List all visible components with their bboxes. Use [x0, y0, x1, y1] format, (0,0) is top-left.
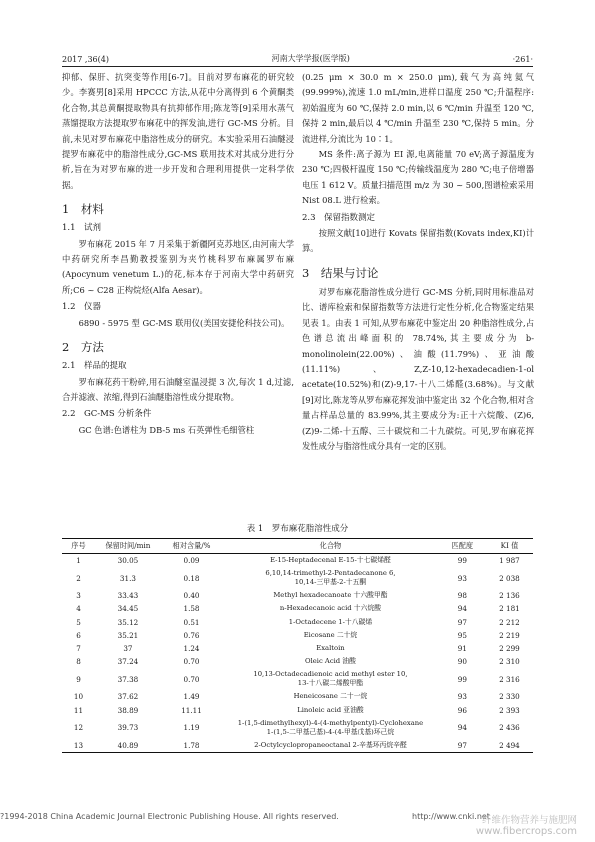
compound-name-line: n-Hexadecanoic acid 十六烷酸 [279, 604, 381, 613]
section-1-1-text: 罗布麻花 2015 年 7 月采集于新疆阿克苏地区,由河南大学中药研究所李昌勤教授鉴别为夹竹桃科罗布麻属罗布麻(Apocynum venetum L.)的花,标本存于河南大学中药研究所;C6 ~ C28 正构烷烃(Alfa Aesar)。 [62, 238, 294, 295]
section-1-heading: 1 材料 [62, 202, 104, 217]
col-header-compound: 化合物 [222, 539, 439, 554]
cell-relative-content: 0.18 [183, 573, 200, 583]
compound-name-line: 1-(1,5-二甲基己基)-4-(4-甲基戊基)环己烷 [266, 727, 395, 736]
cell-compound [222, 668, 439, 690]
section-2-1-text: 罗布麻花药干粉碎,用石油醚室温浸提 3 次,每次 1 d,过滤,合并滤液、浓缩,得到石油醚脂溶性成分提取物。 [62, 376, 294, 402]
section-2-2-heading: 2.2 GC-MS 分析条件 [62, 409, 152, 420]
table-body [62, 554, 533, 753]
table-row [62, 690, 533, 703]
cell-relative-content: 1.19 [183, 723, 200, 733]
cell-relative-content: 0.76 [183, 630, 200, 640]
cell-no: 11 [73, 705, 84, 715]
cell-no: 3 [76, 591, 81, 601]
compound-name-line: 6,10,14-trimethyl-2-Pentadecanone 6, [265, 569, 396, 578]
table-row [62, 717, 533, 739]
cell-retention-time: 35.12 [117, 617, 139, 627]
ms-conditions-text: MS 条件:离子源为 EI 源,电离能量 70 eV;离子源温度为 230 ℃;四极杆温度 150 ℃;传输线温度为 280 ℃;电子倍增器电压 1 612 V。质量扫描范围 m/z 为 30 ~ 500,图谱检索采用 Nist 08.L 进行检索。 [302, 149, 534, 206]
compound-name-line: 1-(1,5-dimethylhexyl)-4-(4-methylpentyl)-Cyclohexane [237, 718, 424, 727]
table-caption: 表 1 罗布麻花脂溶性成分 [246, 524, 349, 534]
cell-ki: 2 181 [499, 604, 520, 614]
left-column [62, 70, 294, 438]
cell-no: 1 [76, 556, 81, 566]
col-header-ki: KI 值 [486, 539, 533, 554]
cell-relative-content: 0.70 [183, 674, 200, 684]
cell-relative-content: 0.51 [183, 617, 200, 627]
table-row [62, 668, 533, 690]
cell-match: 98 [457, 591, 467, 601]
cell-retention-time: 37 [123, 644, 133, 654]
cell-compound [222, 690, 439, 703]
cell-retention-time: 37.62 [117, 692, 139, 702]
cell-retention-time: 38.89 [117, 705, 139, 715]
header-page-number: ·261· [512, 55, 533, 64]
cell-retention-time: 33.43 [117, 591, 139, 601]
compound-name-line: Methyl hexadecanoate 十六酸甲酯 [273, 591, 388, 600]
table-row [62, 704, 533, 717]
cell-compound [222, 602, 439, 615]
compounds-table [62, 538, 533, 753]
cell-no: 12 [73, 723, 84, 733]
gc-conditions-text: (0.25 μm × 30.0 m × 250.0 μm),载气为高纯氦气(99.999%),流速 1.0 mL/min,进样口温度 250 ℃;升温程序:初始温度为 60 ℃,保持 2.0 min,以 6 ℃/min 升温至 120 ℃,保持 2 min,最后以 4 ℃/min 升温至 230 ℃,保持 5 min。分流进样,分流比为 10∶1。 [302, 72, 534, 144]
cell-compound [222, 589, 439, 602]
compound-name-line: 10,14-三甲基-2-十五酮 [294, 578, 367, 587]
cell-compound [222, 739, 439, 753]
cell-compound [222, 704, 439, 717]
cell-retention-time: 31.3 [119, 573, 136, 583]
cell-retention-time: 37.38 [117, 674, 139, 684]
header-volume: 2017 ,36(4) [62, 55, 109, 64]
table-row [62, 739, 533, 753]
table-row [62, 629, 533, 642]
table-row [62, 655, 533, 668]
cell-ki: 1 987 [499, 556, 520, 566]
cell-retention-time: 35.21 [117, 630, 139, 640]
cell-match: 99 [457, 674, 467, 684]
cell-no: 7 [76, 644, 81, 654]
cell-compound [222, 629, 439, 642]
results-paragraph: 对罗布麻花脂溶性成分进行 GC-MS 分析,同时用标准品对比、谱库检索和保留指数等方法进行定性分析,化合物鉴定结果见表 1。由表 1 可知,从罗布麻花中鉴定出 20 种脂溶性成分,占色谱总流出峰面积的 78.74%,其主要成分为 b-monolinolein(22.00%)、油酸(11.79%)、亚油酸(11.11%)、Z,Z-10,12-hexadecadien-1-ol acetate(10.52%)和(Z)-9,17-十八二烯醛(3.68%)。与文献[9]对比,陈龙等从罗布麻花挥发油中鉴定出 32 个化合物,相对含量占样品总量的 83.99%,其主要成分为:正十六烷酸、(Z)6,(Z)9-二烯-十五醇、三十碳烷和二十九碳烷。可见,罗布麻花挥发性成分与脂溶性成分具有一定的区别。 [302, 286, 534, 451]
cell-ki: 2 330 [499, 692, 520, 702]
page-footer [0, 812, 595, 842]
cell-no: 6 [76, 630, 81, 640]
cell-retention-time: 30.05 [117, 556, 139, 566]
cell-ki: 2 136 [499, 591, 520, 601]
cell-compound [222, 567, 439, 589]
cell-match: 93 [457, 573, 467, 583]
running-header [62, 50, 533, 64]
cell-retention-time: 40.89 [95, 739, 161, 753]
compound-name-line: Heneicosane 二十一烷 [293, 692, 368, 701]
cell-compound [222, 655, 439, 668]
cell-match: 90 [457, 657, 467, 667]
compound-name-line: 10,13-Octadecadienoic acid methyl ester 10, [253, 670, 408, 679]
cell-relative-content: 0.09 [183, 556, 200, 566]
compound-name-line: Exaltoin [316, 644, 345, 653]
section-1-2-text: 6890 - 5975 型 GC-MS 联用仪(美国安捷伦科技公司)。 [78, 317, 290, 328]
cell-no: 5 [76, 617, 81, 627]
watermark-text: 纤维作物营养与施肥网 [481, 815, 577, 826]
col-header-retention-time: 保留时间/min [95, 539, 161, 554]
cell-retention-time: 34.45 [117, 604, 139, 614]
header-rule [62, 66, 533, 67]
cell-match: 97 [457, 617, 467, 627]
cell-retention-time: 37.24 [117, 657, 139, 667]
cell-no: 2 [76, 573, 81, 583]
table-header-row [62, 539, 533, 554]
cell-ki: 2 219 [499, 630, 520, 640]
table-row [62, 554, 533, 568]
watermark-url: www.fibercrops.com [475, 826, 577, 837]
intro-paragraph: 抑郁、保肝、抗突变等作用[6-7]。目前对罗布麻花的研究较少。李赛男[8]采用 HPCCC 方法,从花中分离得到 6 个黄酮类化合物,其总黄酮提取物具有抗抑郁作用;陈龙等[9]采用水蒸气蒸馏提取方法提取罗布麻花中的挥发油,进行 GC-MS 分析。目前,未见对罗布麻花中脂溶性成分的研究。本实验采用石油醚浸提罗布麻花中的脂溶性成分,GC-MS 联用技术对其成分进行分析,旨在为对罗布麻的进一步开发和合理利用提供一定科学依据。 [62, 72, 294, 190]
col-header-no: 序号 [62, 539, 95, 554]
header-journal-title: 河南大学学报(医学版) [271, 54, 350, 63]
section-2-3-text: 按照文献[10]进行 Kovats 保留指数(Kovats index,KI)计算。 [302, 228, 534, 254]
cell-no: 9 [76, 674, 81, 684]
cell-ki: 2 316 [499, 674, 520, 684]
cell-relative-content: 0.70 [183, 657, 200, 667]
cell-relative-content: 0.40 [183, 591, 200, 601]
right-column [302, 70, 534, 454]
section-2-1-heading: 2.1 样品的提取 [62, 361, 127, 372]
cell-relative-content: 1.49 [183, 692, 200, 702]
cell-ki: 2 038 [499, 573, 520, 583]
cell-relative-content: 1.58 [183, 604, 200, 614]
cell-match: 94 [457, 723, 467, 733]
cell-retention-time: 39.73 [117, 723, 139, 733]
section-2-3-heading: 2.3 保留指数测定 [302, 212, 376, 223]
cell-compound [222, 717, 439, 739]
section-1-1-heading: 1.1 试剂 [62, 223, 102, 234]
cell-no: 4 [76, 604, 81, 614]
cell-ki: 2 393 [499, 705, 520, 715]
cell-relative-content: 1.24 [183, 644, 200, 654]
table-row [62, 567, 533, 589]
table-row [62, 602, 533, 615]
compound-name-line: 2-Octylcyclopropaneoctanal 2-辛基环丙烷辛醛 [254, 740, 407, 749]
table-1 [62, 522, 533, 753]
section-2-heading: 2 方法 [62, 340, 104, 355]
cnki-url: http://www.cnki.net [412, 812, 490, 821]
cell-ki: 2 299 [499, 644, 520, 654]
copyright-notice: ?1994-2018 China Academic Journal Electronic Publishing House. All rights reserved. [0, 812, 339, 821]
compound-name-line: 1-Octadecene 1-十八碳烯 [288, 617, 373, 626]
cell-ki: 2 436 [499, 723, 520, 733]
cell-no: 10 [73, 692, 84, 702]
compound-name-line: Linoleic acid 亚油酸 [297, 705, 364, 714]
section-1-2-heading: 1.2 仪器 [62, 302, 102, 313]
cell-ki: 2 212 [499, 617, 520, 627]
compound-name-line: 13-十八碳二烯酸甲酯 [297, 679, 364, 688]
section-3-heading: 3 结果与讨论 [302, 265, 379, 280]
cell-relative-content: 1.78 [161, 739, 222, 753]
cell-relative-content: 11.11 [181, 705, 202, 715]
cell-match: 97 [439, 739, 486, 753]
cell-compound [222, 554, 439, 568]
table-row [62, 616, 533, 629]
compound-name-line: E-15-Heptadecenal E-15-十七碳烯醛 [270, 556, 391, 565]
col-header-relative-content: 相对含量/% [161, 539, 222, 554]
section-2-2-text: GC 色谱:色谱柱为 DB-5 ms 石英弹性毛细管柱 [78, 424, 255, 435]
cell-match: 93 [457, 692, 467, 702]
cell-compound [222, 642, 439, 655]
cell-ki: 2 310 [499, 657, 520, 667]
cell-match: 95 [457, 630, 467, 640]
compound-name-line: Oleic Acid 油酸 [305, 657, 356, 666]
cell-compound [222, 616, 439, 629]
cell-ki: 2 494 [486, 739, 533, 753]
table-row [62, 589, 533, 602]
cell-match: 96 [457, 705, 467, 715]
cell-match: 94 [457, 604, 467, 614]
table-row [62, 642, 533, 655]
cell-match: 99 [457, 556, 467, 566]
col-header-match: 匹配度 [439, 539, 486, 554]
cell-no: 8 [76, 657, 81, 667]
cell-no: 13 [62, 739, 95, 753]
compound-name-line: Eicosane 二十烷 [303, 630, 358, 639]
cell-match: 91 [457, 644, 467, 654]
